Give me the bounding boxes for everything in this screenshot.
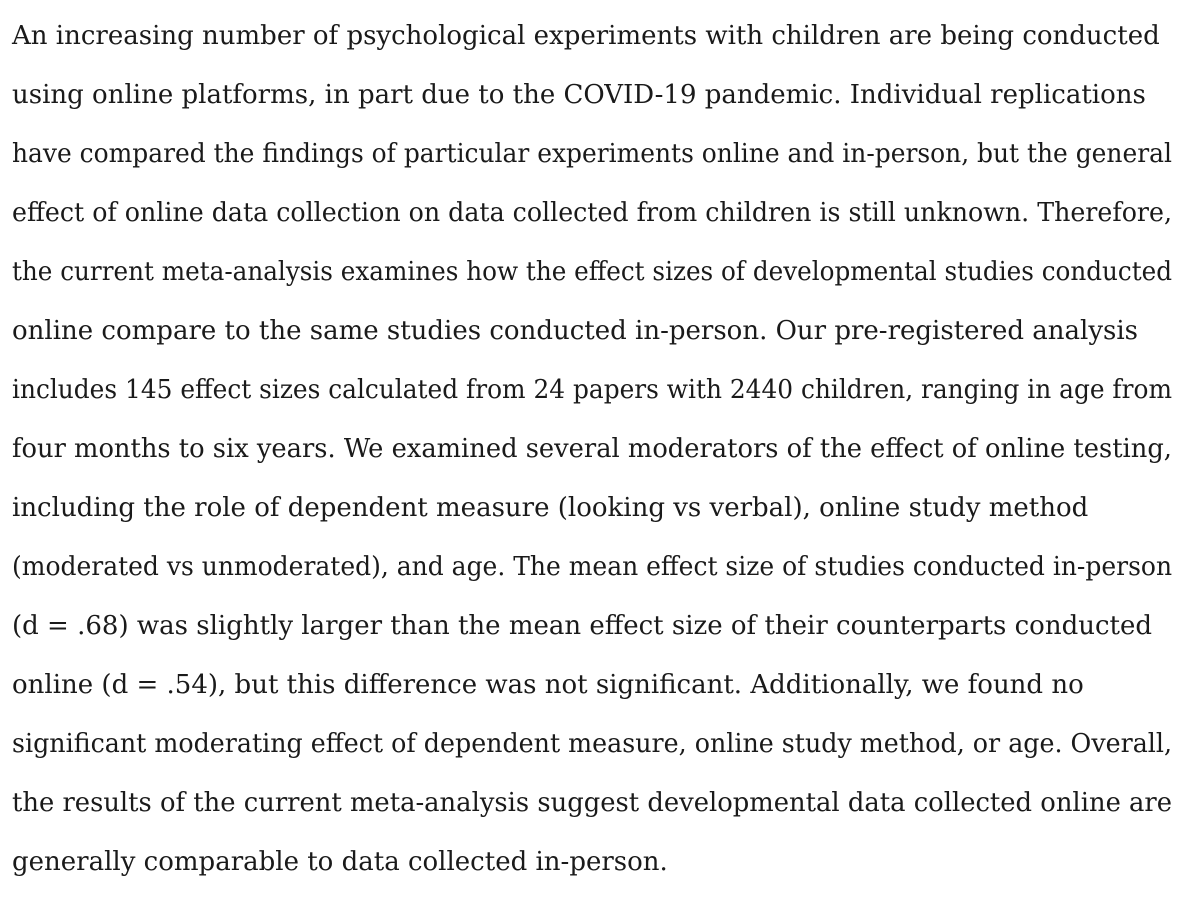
abstract-paragraph <box>12 14 1200 899</box>
abstract-line: effect of online data collection on data collected from children is still unknown. Therefore, <box>12 198 1172 228</box>
abstract-line: (d = .68) was slightly larger than the mean effect size of their counterparts conducted <box>12 611 1153 641</box>
abstract-line: the results of the current meta-analysis suggest developmental data collected online are <box>12 788 1173 818</box>
abstract-line: An increasing number of psychological experiments with children are being conducted <box>12 21 1160 51</box>
abstract-line: online (d = .54), but this difference was not significant. Additionally, we found no <box>12 670 1084 700</box>
abstract-line: have compared the findings of particular experiments online and in-person, but the general <box>12 139 1172 169</box>
abstract-line: the current meta-analysis examines how the effect sizes of developmental studies conducted <box>12 257 1173 287</box>
abstract-line: using online platforms, in part due to the COVID-19 pandemic. Individual replications <box>12 80 1146 110</box>
abstract-line: significant moderating effect of dependent measure, online study method, or age. Overall, <box>12 729 1173 759</box>
abstract-line: online compare to the same studies conducted in-person. Our pre-registered analysis <box>12 316 1139 346</box>
abstract-line: (moderated vs unmoderated), and age. The mean effect size of studies conducted in-person <box>12 552 1173 582</box>
abstract-line: includes 145 effect sizes calculated from 24 papers with 2440 children, ranging in age from <box>12 375 1173 405</box>
abstract-line: four months to six years. We examined several moderators of the effect of online testing, <box>12 434 1172 464</box>
abstract-line: including the role of dependent measure (looking vs verbal), online study method <box>12 493 1089 523</box>
abstract-line: generally comparable to data collected in-person. <box>12 847 668 877</box>
